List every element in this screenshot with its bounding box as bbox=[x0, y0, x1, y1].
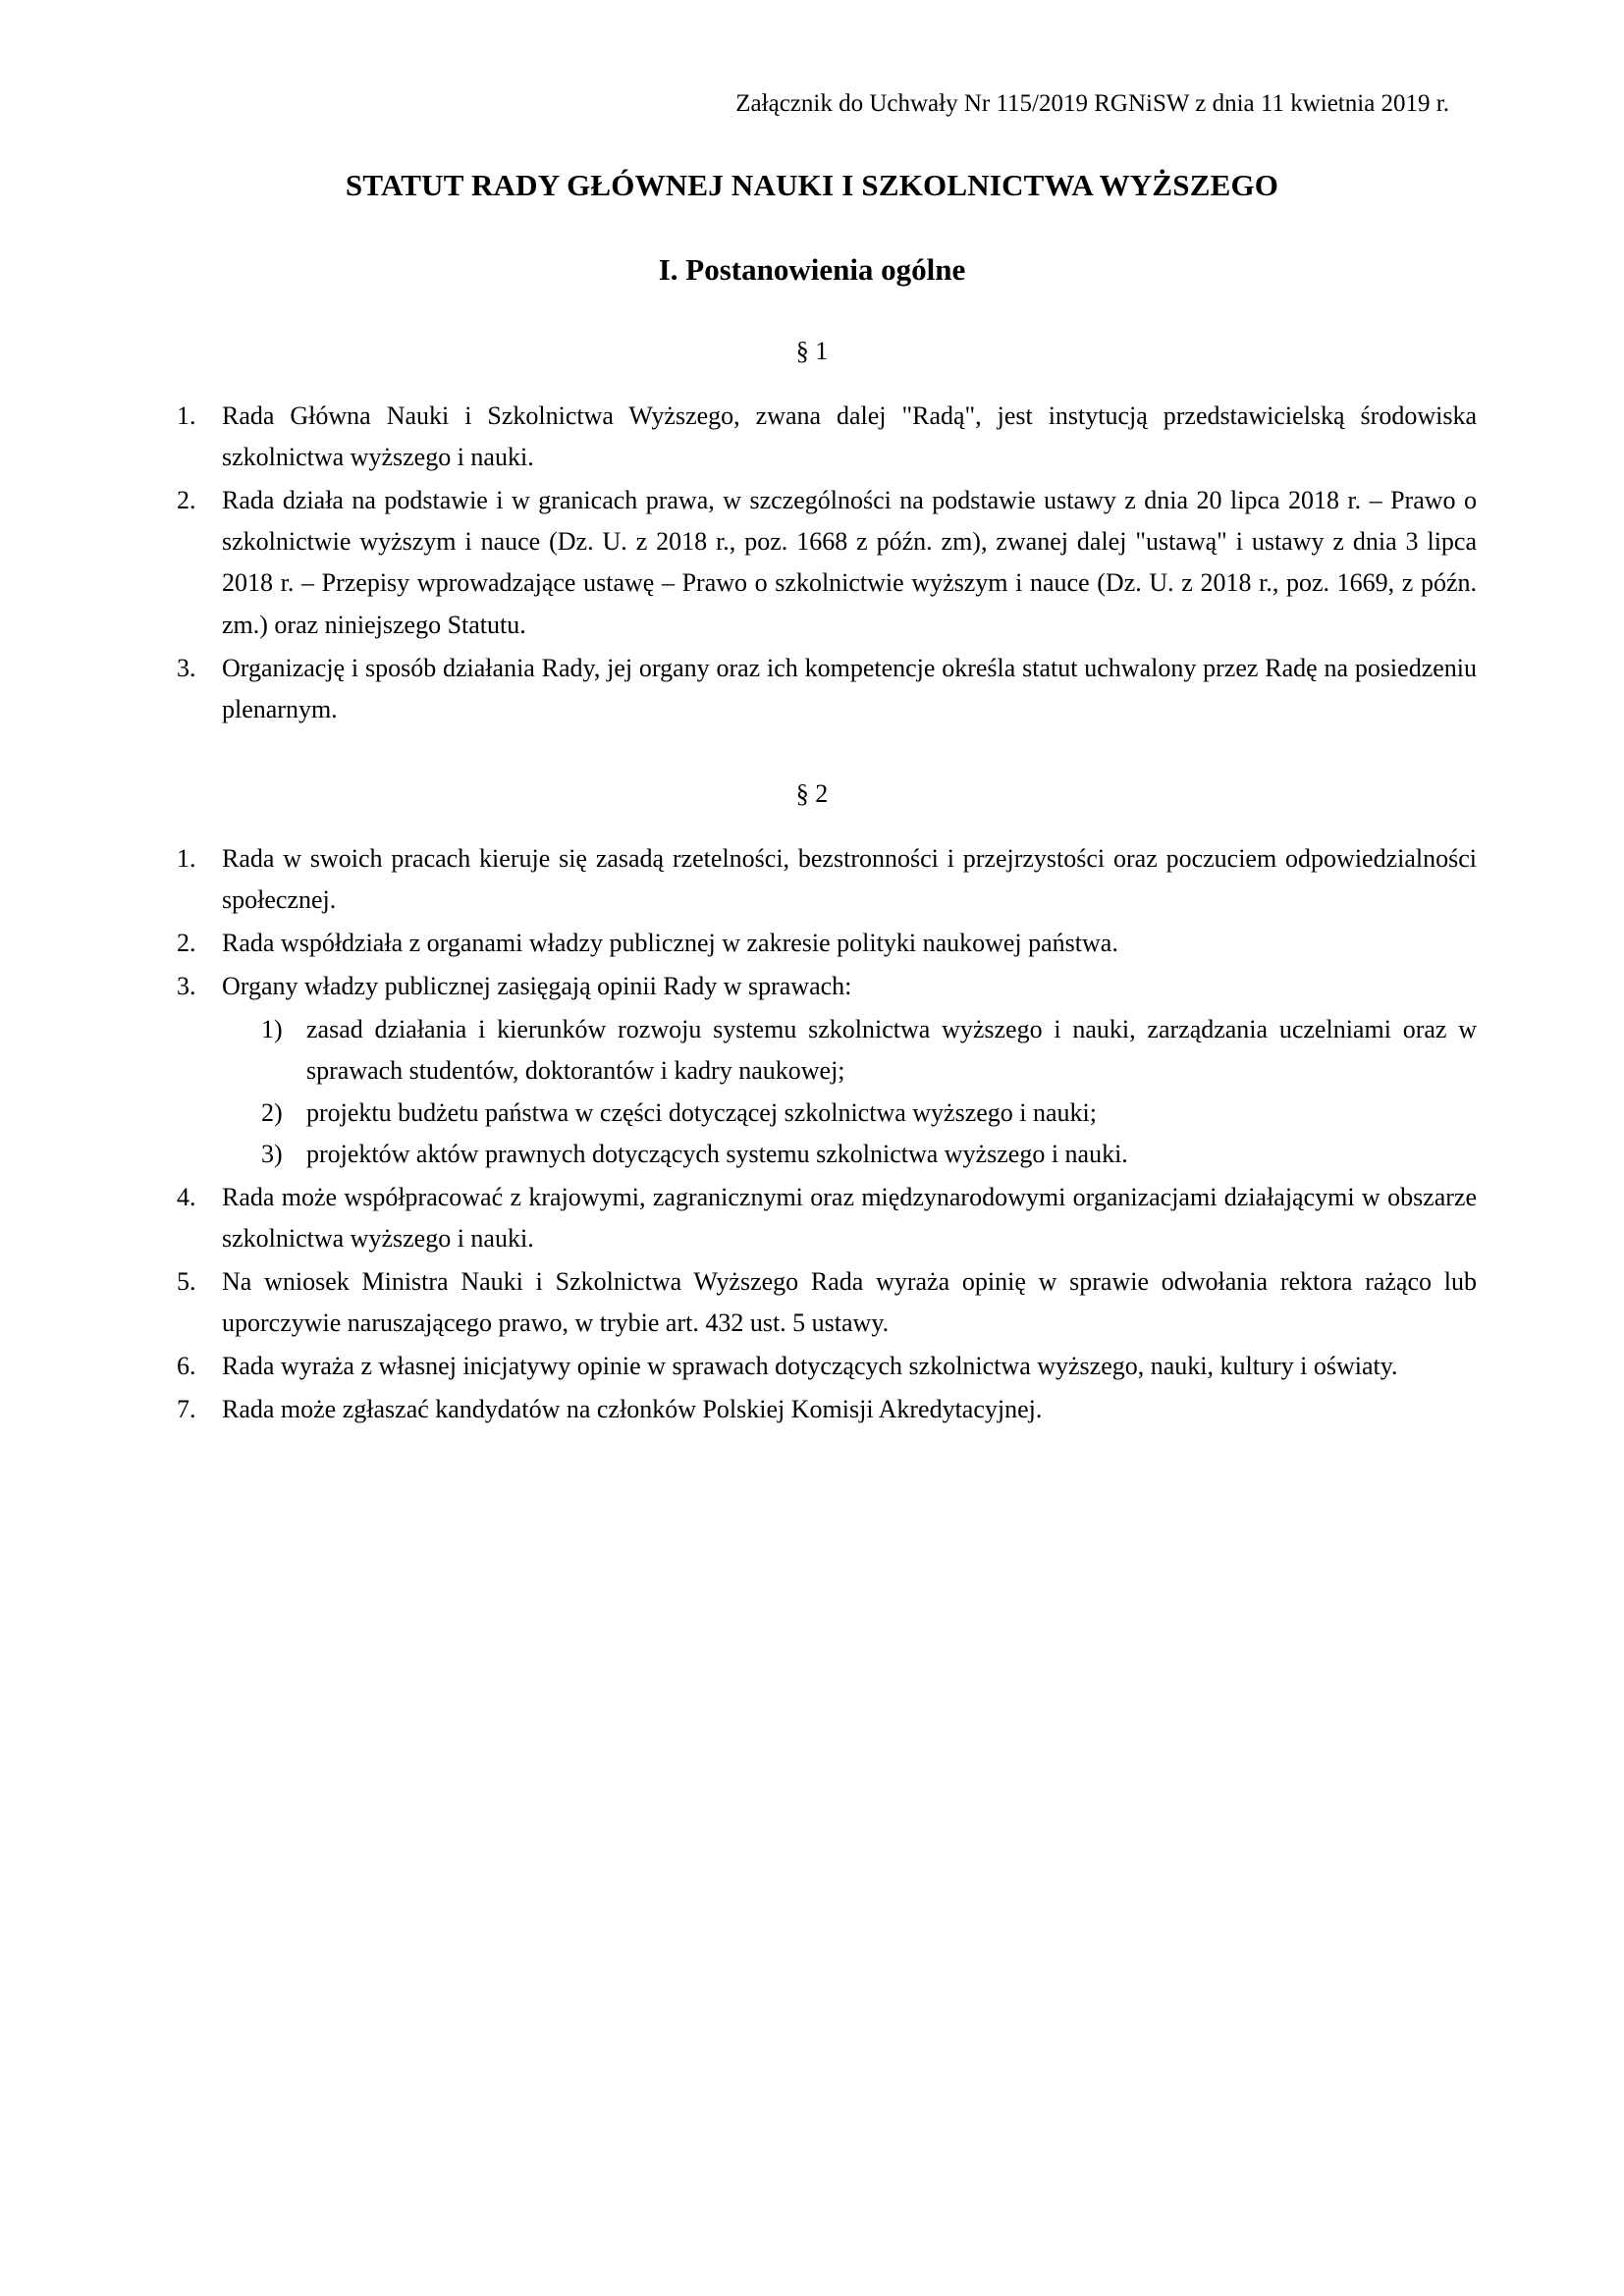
header-note: Załącznik do Uchwały Nr 115/2019 RGNiSW z dnia 11 kwietnia 2019 r. bbox=[735, 90, 1449, 117]
paragraph-marker-2: § 2 bbox=[795, 778, 829, 808]
list-item: zasad działania i kierunków rozwoju systemu szkolnictwa wyższego i nauki, zarządzania uczelniami oraz w sprawach studentów, doktorantów i kadry naukowej; bbox=[306, 1015, 1477, 1086]
list-item: 6. Rada wyraża z własnej inicjatywy opinie w sprawach dotyczących szkolnictwa wyższego, nauki, kultury i oświaty. bbox=[202, 1346, 1477, 1387]
section-title: I. Postanowienia ogólne bbox=[658, 252, 966, 287]
paragraph-2-list bbox=[147, 838, 1477, 1431]
paragraph-marker-1: § 1 bbox=[795, 337, 829, 365]
list-item: projektów aktów prawnych dotyczących systemu szkolnictwa wyższego i nauki. bbox=[306, 1139, 1128, 1168]
paragraph-1-list bbox=[147, 396, 1477, 730]
list-item: 3. Organizację i sposób działania Rady, jej organy oraz ich kompetencje określa statut uchwalony przez Radę na posiedzeniu plenarnym. bbox=[202, 648, 1477, 730]
list-item: 1. Rada w swoich pracach kieruje się zasadą rzetelności, bezstronności i przejrzystości oraz poczuciem odpowiedzialności społecznej. bbox=[202, 838, 1477, 921]
list-item: 2. Rada współdziała z organami władzy publicznej w zakresie polityki naukowej państwa. bbox=[202, 923, 1477, 964]
list-item: 7. Rada może zgłaszać kandydatów na członków Polskiej Komisji Akredytacyjnej. bbox=[202, 1389, 1477, 1430]
list-item: 5. Na wniosek Ministra Nauki i Szkolnictwa Wyższego Rada wyraża opinię w sprawie odwołania rektora rażąco lub uporczywie naruszającego prawo, w trybie art. 432 ust. 5 ustawy. bbox=[202, 1261, 1477, 1344]
list-item: 1. Rada Główna Nauki i Szkolnictwa Wyższego, zwana dalej "Radą", jest instytucją przedstawicielską środowiska szkolnictwa wyższego i nauki. bbox=[202, 396, 1477, 478]
list-item-text: Organy władzy publicznej zasięgają opinii Rady w sprawach: bbox=[222, 972, 852, 1001]
list-item: 2. Rada działa na podstawie i w granicach prawa, w szczególności na podstawie ustawy z dnia 20 lipca 2018 r. – Prawo o szkolnictwie wyższym i nauce (Dz. U. z 2018 r., poz. 1668 z późn. zm), zwanej dalej "ustawą" i ustawy z dnia 3 lipca 2018 r. – Przepisy wprowadzające ustawę – Prawo o szkolnictwie wyższym i nauce (Dz. U. z 2018 r., poz. 1669, z późn. zm.) oraz niniejszego Statutu. bbox=[202, 480, 1477, 645]
page-title: STATUT RADY GŁÓWNEJ NAUKI I SZKOLNICTWA WYŻSZEGO bbox=[345, 168, 1279, 202]
list-item: 4. Rada może współpracować z krajowymi, zagranicznymi oraz międzynarodowymi organizacjami działającymi w obszarze szkolnictwa wyższego i nauki. bbox=[202, 1177, 1477, 1259]
paragraph-2-sublist bbox=[222, 1009, 1477, 1174]
list-item: projektu budżetu państwa w części dotyczącej szkolnictwa wyższego i nauki; bbox=[306, 1097, 1097, 1127]
list-item bbox=[202, 966, 1477, 1175]
